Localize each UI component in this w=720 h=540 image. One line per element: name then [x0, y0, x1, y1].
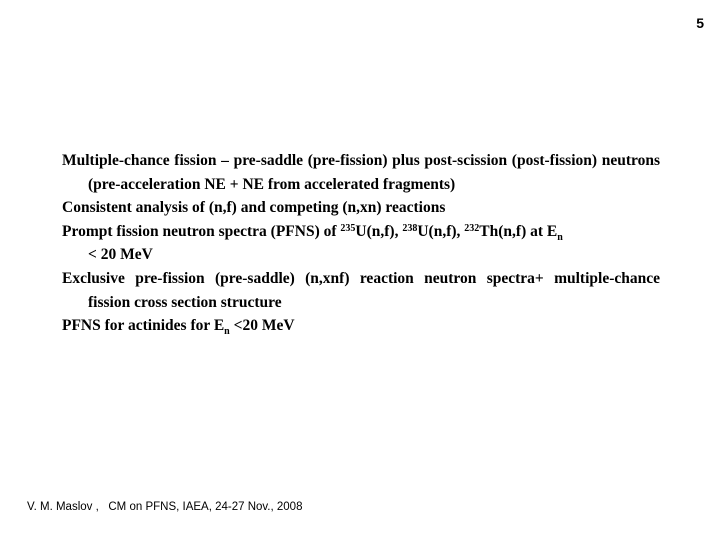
bullet-pfns-isotopes	[62, 220, 660, 267]
u238-reaction: U(n,f),	[417, 222, 465, 240]
actinides-energy-limit: <20 MeV	[229, 317, 295, 335]
energy-limit: < 20 MeV	[88, 246, 153, 264]
u235-reaction: U(n,f),	[355, 222, 403, 240]
pfns-lead-text: Prompt fission neutron spectra (PFNS) of	[62, 222, 341, 240]
footer-credit: V. M. Maslov , CM on PFNS, IAEA, 24-27 Nov., 2008	[27, 501, 303, 513]
th232-mass-number: 232	[464, 222, 480, 234]
bullet-consistent-analysis: Consistent analysis of (n,f) and competing (n,xn) reactions	[62, 199, 446, 217]
th232-reaction: Th(n,f) at E	[479, 222, 558, 240]
bullet-pfns-actinides	[62, 314, 660, 338]
bullet-multiple-chance-fission: Multiple-chance fission – pre-saddle (pre-fission) plus post-scission (post-fission) neutrons (pre-acceleration NE + NE from accelerated fragments)	[62, 152, 660, 193]
page-number: 5	[696, 15, 704, 31]
bullet-list	[62, 149, 660, 338]
u238-mass-number: 238	[402, 222, 418, 234]
actinides-energy-subscript: n	[224, 326, 230, 338]
u235-mass-number: 235	[340, 222, 356, 234]
bullet-exclusive-prefission: Exclusive pre-fission (pre-saddle) (n,xnf) reaction neutron spectra+ multiple-chance fission cross section structure	[62, 269, 660, 311]
actinides-lead-text: PFNS for actinides for E	[62, 317, 225, 335]
energy-subscript: n	[557, 231, 563, 243]
